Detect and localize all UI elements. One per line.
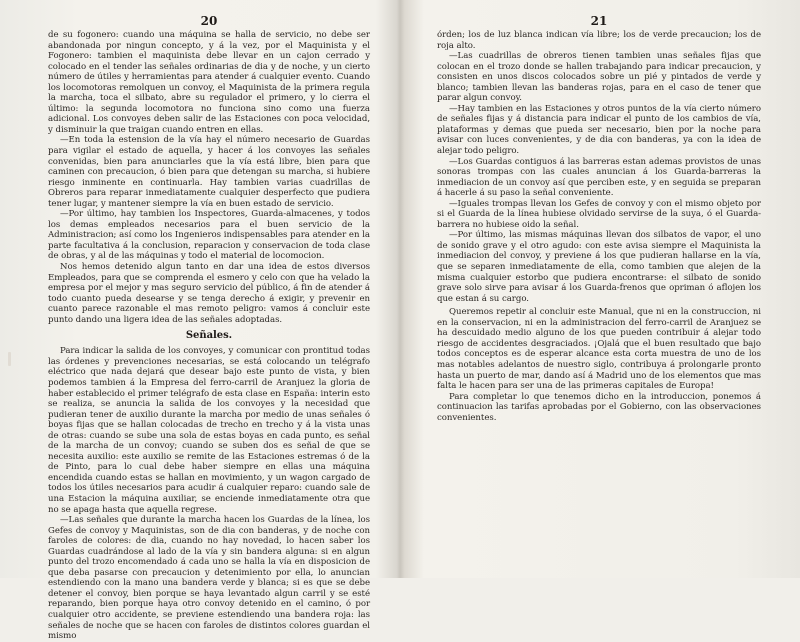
paragraph: —Los Guardas contiguos á las barreras estan ademas provistos de unas sonoras trompas con las cuales anuncian á los Guarda-barreras la inmediacion de un convoy así que perciben este, y en seguida se preparan á hacerle á su paso la señal conveniente.	[437, 156, 761, 199]
paragraph: —En toda la estension de la vía hay el número necesario de Guardas para vigilar el estado de aquella, y hacer á los convoyes las señales convenidas, bien para anunciarles que la vía está libre, bien para que caminen con precaucion, ó bien para que detengan su marcha, si hubiere riesgo inminente en continuarla. Hay tambien varias cuadrillas de Obreros para reparar inmediatamente cualquier desperfecto que pudiera tener lugar, y mantener siempre la vía en buen estado de servicio.	[48, 135, 370, 209]
section-heading: Señales.	[185, 330, 233, 342]
right-page	[437, 14, 761, 570]
paragraph: Nos hemos detenido algun tanto en dar una idea de estos diversos Empleados, para que se comprenda el esmero y celo con que ha velado la empresa por el mejor y mas seguro servicio del público, á fin de atender á todo cuanto pueda desearse y se tenga derecho á exigir, y prevenir en cuanto parece razonable el mas remoto peligro: vamos á concluir este punto dando una ligera idea de las señales adoptadas.	[48, 262, 370, 325]
paragraph: —Por último, las mismas máquinas llevan dos silbatos de vapor, el uno de sonido grave y el otro agudo: con este avisa siempre el Maquinista la inmediacion del convoy, y previene á los que pudieran hallarse en la vía, que se separen inmediatamente de ella, como tambien que alejen de la misma cualquier estorbo que pudiera encontrarse: el silbato de sonido grave solo sirve para avisar á los Guarda-frenos que opriman ó aflojen los que estan á su cargo.	[437, 230, 761, 304]
paragraph: Queremos repetir al concluir este Manual, que ni en la construccion, ni en la conservacion, ni en la administracion del ferro-carril de Aranjuez se ha descuidado medio alguno de los que pueden contribuir á alejar todo riesgo de accidentes desgraciados. ¡Ojalá que el buen resultado que bajo todos conceptos es de esperar alcance esta corta muestra de uno de los mas notables adelantos de nuestro siglo, contribuya á prolongarle pronto hasta un puerto de mar, dando así á Madrid uno de los elementos que mas falta le hacen para ser una de las primeras capitales de Europa!	[437, 307, 761, 392]
page-body	[437, 30, 761, 423]
paragraph: —Por último, hay tambien los Inspectores, Guarda-almacenes, y todos los demas empleados necesarios para el buen servicio de la Administracion; así como los Ingenieros indispensables para atender en la parte facultativa á la conclusion, reparacion y conservacion de toda clase de obras, y al de las máquinas y todo el material de locomocion.	[48, 209, 370, 262]
paragraph: de su fogonero: cuando una máquina se halla de servicio, no debe ser abandonada por ningun concepto, y á la vez, por el Maquinista y el Fogonero: tambien el maquinista debe llevar en un cajon cerrado y colocado en el tender las señales ordinarias de dia y de noche, y un cierto número de útiles y herramientas para atender á cualquier evento. Cuando los locomotoras remolquen un convoy, el Maquinista de la primera regula la marcha, toca el silbato, abre su regulador el primero, y lo cierra el último: la segunda locomotora no funciona sino como una fuerza adicional. Los convoyes deben salir de las Estaciones con poca velocidad, y disminuir la que traigan cuando entren en ellas.	[48, 30, 370, 135]
page-number: 21	[590, 14, 608, 28]
paragraph: Para completar lo que tenemos dicho en la introduccion, ponemos á continuacion las tarifas aprobadas por el Gobierno, con las observaciones convenientes.	[437, 391, 761, 423]
left-page	[48, 14, 370, 642]
paper-mark	[8, 352, 11, 366]
paragraph: —Las señales que durante la marcha hacen los Guardas de la línea, los Gefes de convoy y Maquinistas, son de dia con banderas, y de noche con faroles de colores: de dia, cuando no hay novedad, lo hacen saber los Guardas cuadrándose al lado de la vía y sin bandera alguna: si en algun punto del trozo encomendado á cada uno se halla la vía en disposicion de que deba pasarse con precaucion y detenimiento por ella, lo anuncian estendiendo con la mano una bandera verde y blanca; si es que se debe detener el convoy, bien porque se haya levantado algun carril y se esté reparando, bien porque haya otro convoy detenido en el camino, ó por cualquier otro accidente, se previene estendiendo una bandera roja: las señales de noche que se hacen con faroles de distintos colores guardan el mismo	[48, 515, 370, 642]
paragraph: Para indicar la salida de los convoyes, y comunicar con prontitud todas las órdenes y prevenciones necesarias, se está colocando un telégrafo eléctrico que nada dejará que desear bajo este punto de vista, y bien podemos tambien á la Empresa del ferro-carril de Aranjuez la gloria de haber establecido el primer telégrafo de esta clase en España: interin esto se realiza, se anuncia la salida de los convoyes y la necesidad que pudieran tener de auxilio durante la marcha por medio de unas señales ó boyas fijas que se hallan colocadas de trecho en trecho y á la vista unas de otras: cuando se sube una sola de estas boyas en cada punto, es señal de la marcha de un convoy; cuando se suben dos es señal de que se necesita auxilio: este auxilio se remite de las Estaciones estremas ó de la de Pinto, para lo cual debe haber siempre en ellas una máquina encendida cuando estas se hallan en movimiento, y un wagon cargado de todos los útiles necesarios para acudir á cualquier reparo: cuando sale de una Estacion la máquina auxiliar, se enciende inmediatamente otra que no se apaga hasta que aquella regrese.	[48, 346, 370, 515]
paragraph: —Iguales trompas llevan los Gefes de convoy y con el mismo objeto por si el Guarda de la línea hubiese olvidado servirse de la suya, ó el Guarda-barrera no hubiese oido la señal.	[437, 198, 761, 230]
paragraph: órden; los de luz blanca indican vía libre; los de verde precaucion; los de roja alto.	[437, 30, 761, 51]
page-body	[48, 30, 370, 642]
page-number: 20	[200, 14, 218, 28]
paragraph: —Las cuadrillas de obreros tienen tambien unas señales fijas que colocan en el trozo donde se hallen trabajando para indicar precaucion, y consisten en unos discos colocados sobre un pié y pintados de verde y blanco; tambien llevan las banderas rojas, para en el caso de tener que parar algun convoy.	[437, 51, 761, 104]
paragraph: —Hay tambien en las Estaciones y otros puntos de la vía cierto número de señales fijas y á distancia para indicar el punto de los cambios de vía, plataformas y demas que pueda ser necesario, bien por la noche para avisar con luces convenientes, y de dia con banderas, ya con la idea de alejar todo peligro.	[437, 103, 761, 157]
